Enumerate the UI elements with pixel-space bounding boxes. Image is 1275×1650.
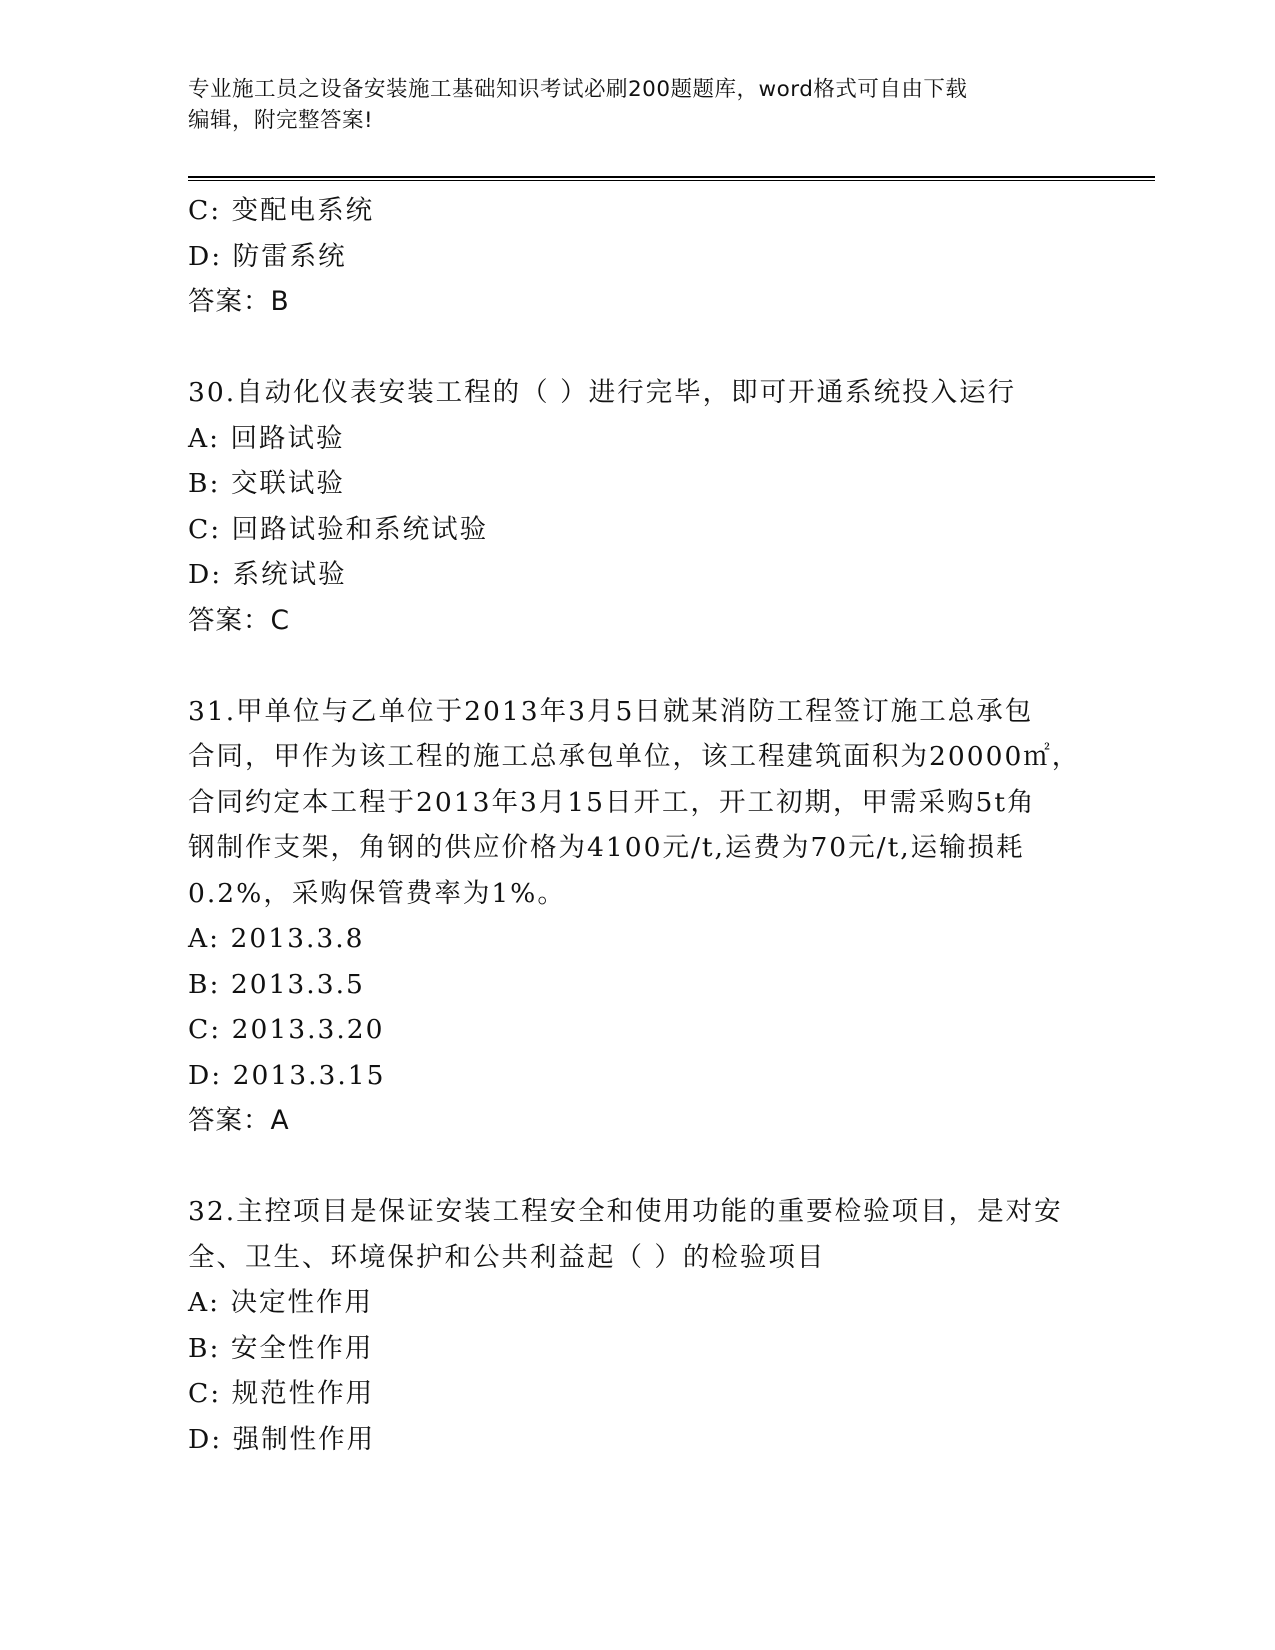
- option-label: D:: [188, 559, 223, 590]
- option-c: [188, 1371, 1088, 1417]
- option-d: [188, 1417, 1088, 1463]
- option-label: A:: [188, 1287, 221, 1318]
- option-label: A:: [188, 422, 221, 454]
- header-title-line-1: 专业施工员之设备安装施工基础知识考试必刷200题题库，word格式可自由下载: [188, 77, 968, 102]
- option-text: 变配电系统: [231, 195, 375, 226]
- option-text: 交联试验: [230, 468, 345, 499]
- option-d: [188, 1053, 1088, 1099]
- option-text: 系统试验: [232, 559, 347, 590]
- option-text: 防雷系统: [232, 240, 347, 272]
- option-text: 规范性作用: [231, 1378, 375, 1409]
- question-text: 30.自动化仪表安装工程的（ ）进行完毕，即可开通系统投入运行: [188, 377, 1017, 408]
- page-header: [188, 74, 1088, 136]
- option-text: 安全性作用: [230, 1332, 374, 1364]
- question-32: [188, 1189, 1088, 1462]
- option-c: [188, 1007, 1088, 1053]
- document-body: [188, 188, 1088, 1462]
- option-text: 2013.3.5: [230, 968, 365, 1000]
- option-d: [188, 234, 1088, 280]
- option-label: D:: [188, 1059, 223, 1091]
- option-text: 2013.3.8: [230, 923, 365, 954]
- question-text-line-4: 钢制作支架，角钢的供应价格为4100元/t,运费为70元/t,运输损耗: [188, 832, 1025, 863]
- option-text: 回路试验: [230, 422, 345, 454]
- option-b: [188, 1326, 1088, 1372]
- option-label: C:: [188, 1014, 222, 1045]
- spacer: [188, 1144, 1088, 1190]
- option-label: B:: [188, 968, 221, 1000]
- question-31: [188, 689, 1088, 1144]
- answer-line: 答案：C: [188, 604, 291, 636]
- option-d: [188, 552, 1088, 598]
- option-label: B:: [188, 1332, 221, 1364]
- option-a: [188, 916, 1088, 962]
- spacer: [188, 325, 1088, 371]
- question-text-line-5: 0.2%，采购保管费率为1%。: [188, 877, 566, 909]
- question-30: [188, 370, 1088, 643]
- option-label: C:: [188, 195, 222, 226]
- spacer: [188, 643, 1088, 689]
- option-text: 强制性作用: [232, 1423, 376, 1455]
- option-label: D:: [188, 1423, 223, 1455]
- option-c: [188, 188, 1088, 234]
- option-label: C:: [188, 513, 222, 545]
- question-text-line-3: 合同约定本工程于2013年3月15日开工，开工初期，甲需采购5t角: [188, 786, 1036, 818]
- question-29-tail: [188, 188, 1088, 325]
- option-text: 回路试验和系统试验: [231, 513, 489, 545]
- option-text: 2013.3.15: [232, 1059, 386, 1091]
- question-text-line-2: 合同，甲作为该工程的施工总承包单位，该工程建筑面积为20000㎡，: [188, 741, 1081, 772]
- option-text: 决定性作用: [230, 1287, 374, 1318]
- answer-line: 答案：B: [188, 286, 290, 317]
- question-text-line-1: 31.甲单位与乙单位于2013年3月5日就某消防工程签订施工总承包: [188, 695, 1034, 727]
- option-label: D:: [188, 240, 223, 272]
- question-text-line-1: 32.主控项目是保证安装工程安全和使用功能的重要检验项目，是对安: [188, 1196, 1063, 1227]
- option-label: B:: [188, 468, 221, 499]
- option-b: [188, 461, 1088, 507]
- option-c: [188, 507, 1088, 553]
- option-a: [188, 1280, 1088, 1326]
- option-label: A:: [188, 923, 221, 954]
- question-text-line-2: 全、卫生、环境保护和公共利益起（ ）的检验项目: [188, 1241, 826, 1273]
- option-a: [188, 416, 1088, 462]
- header-divider: [188, 176, 1155, 181]
- option-text: 2013.3.20: [231, 1014, 385, 1045]
- answer-line: 答案：A: [188, 1105, 290, 1136]
- option-label: C:: [188, 1378, 222, 1409]
- header-title-line-2: 编辑，附完整答案!: [188, 108, 374, 133]
- option-b: [188, 962, 1088, 1008]
